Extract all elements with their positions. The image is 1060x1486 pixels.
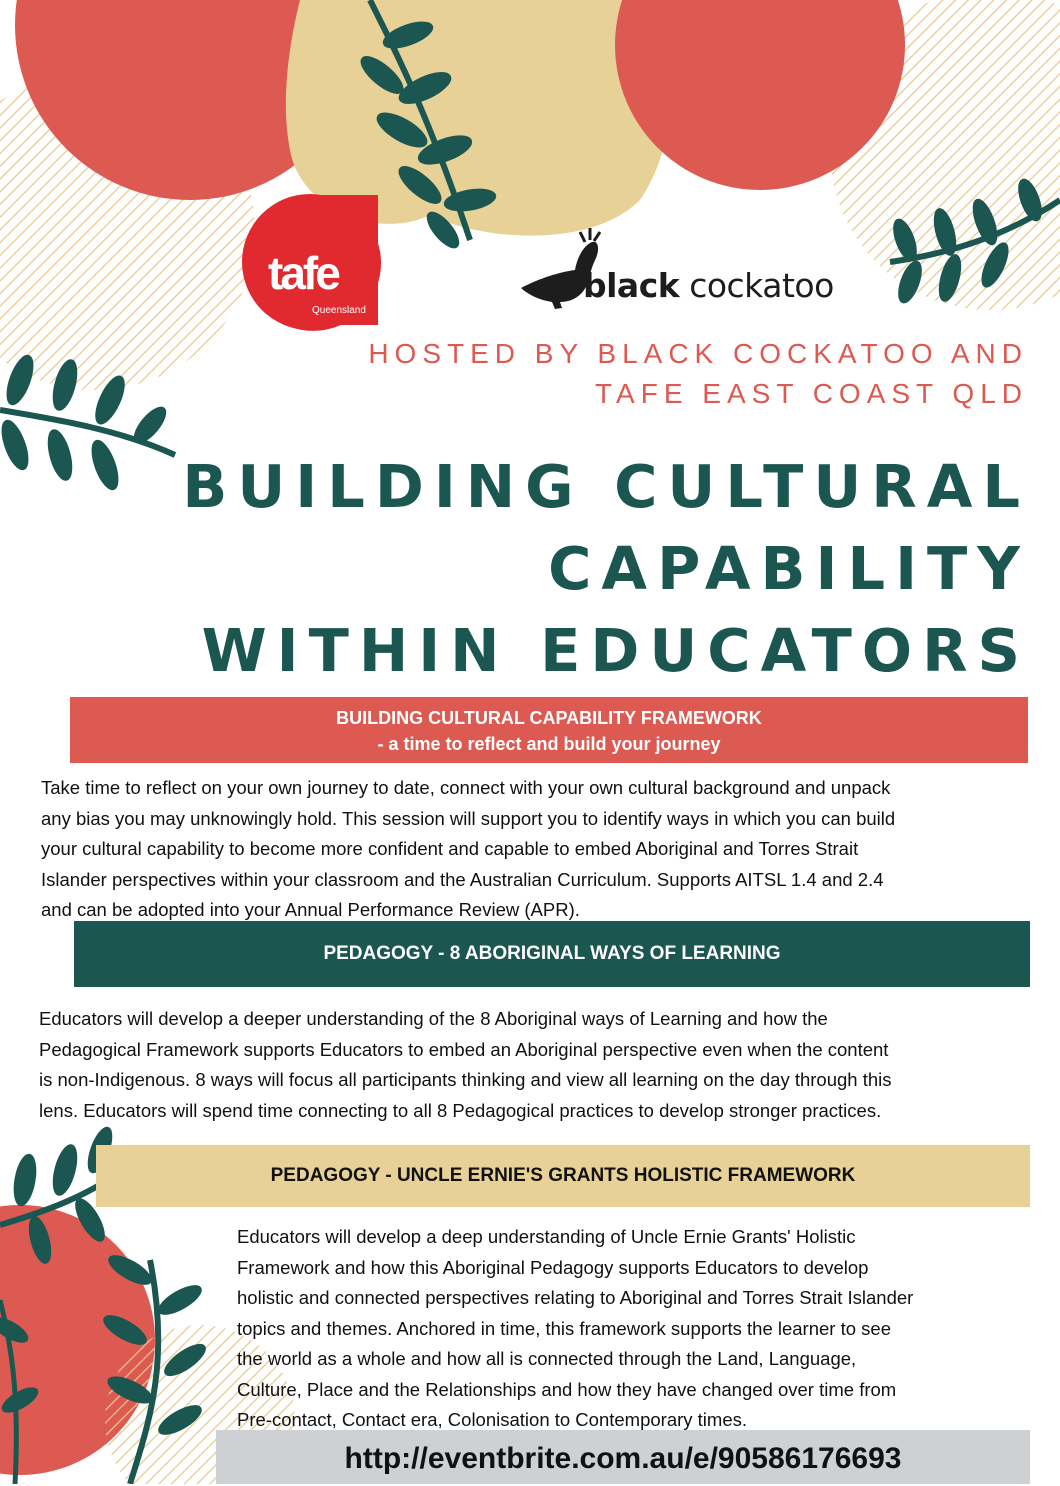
section-3-body [237,1222,1027,1436]
section-3-heading: PEDAGOGY - UNCLE ERNIE'S GRANTS HOLISTIC FRAMEWORK [270,1165,856,1186]
section-1-subheading: - a time to reflect and build your journey [377,734,721,754]
tafe-logo-text: tafe [268,247,338,299]
section-2-banner [74,921,1030,987]
section-1-body [41,773,1041,926]
section-3-line: Educators will develop a deep understanding of Uncle Ernie Grants' Holistic [237,1226,856,1247]
section-1-banner [70,697,1028,763]
hosted-line-1: HOSTED BY BLACK COCKATOO AND [368,338,1028,369]
section-1-line: Islander perspectives within your classroom and the Australian Curriculum. Supports AITSL 1.4 and 2.4 [41,868,884,890]
section-1-line: your cultural capability to become more confident and capable to embed Aboriginal and Torres Strait [41,838,859,859]
hosted-line-2: TAFE EAST COAST QLD [595,378,1028,409]
section-2-body [39,1004,1039,1126]
page-title [182,446,1030,692]
section-1-line: Take time to reflect on your own journey to date, connect with your own cultural background and unpack [41,777,891,798]
section-3-line: Pre-contact, Contact era, Colonisation to Contemporary times. [237,1409,748,1430]
section-2-line: lens. Educators will spend time connecting to all 8 Pedagogical practices to develop stronger practices. [39,1099,882,1121]
title-line-1: BUILDING CULTURAL [182,452,1030,521]
section-1-line: and can be adopted into your Annual Performance Review (APR). [41,899,580,920]
black-cockatoo-logo-light: cockatoo [679,266,834,305]
hosted-by-heading [368,334,1028,414]
black-cockatoo-logo-text [583,266,834,306]
section-3-line: topics and themes. Anchored in time, this framework supports the learner to see [237,1317,891,1339]
section-1-heading: BUILDING CULTURAL CAPABILITY FRAMEWORK [336,708,762,728]
section-3-banner [96,1145,1030,1207]
section-2-line: is non-Indigenous. 8 ways will focus all participants thinking and view all learning on the day through this [39,1069,892,1090]
section-3-line: holistic and connected perspectives relating to Aboriginal and Torres Strait Islander [237,1287,914,1308]
section-1-line: any bias you may unknowingly hold. This session will support you to identify ways in which you can build [41,807,896,829]
section-2-heading: PEDAGOGY - 8 ABORIGINAL WAYS OF LEARNING [323,943,781,964]
tafe-logo-subtitle: Queensland [312,305,366,316]
section-3-line: the world as a whole and how all is connected through the Land, Language, [237,1348,857,1369]
section-2-line: Pedagogical Framework supports Educators to embed an Aboriginal perspective even when the content [39,1038,889,1060]
event-url-link[interactable]: http://eventbrite.com.au/e/90586176693 [344,1442,902,1475]
section-3-line: Culture, Place and the Relationships and how they have changed over time from [237,1378,897,1400]
section-2-line: Educators will develop a deeper understanding of the 8 Aboriginal ways of Learning and how the [39,1008,828,1029]
section-3-line: Framework and how this Aboriginal Pedagogy supports Educators to develop [237,1256,869,1278]
black-cockatoo-logo-bold: black [583,266,680,305]
title-line-2: CAPABILITY [548,534,1030,603]
title-line-3: WITHIN EDUCATORS [201,616,1030,685]
